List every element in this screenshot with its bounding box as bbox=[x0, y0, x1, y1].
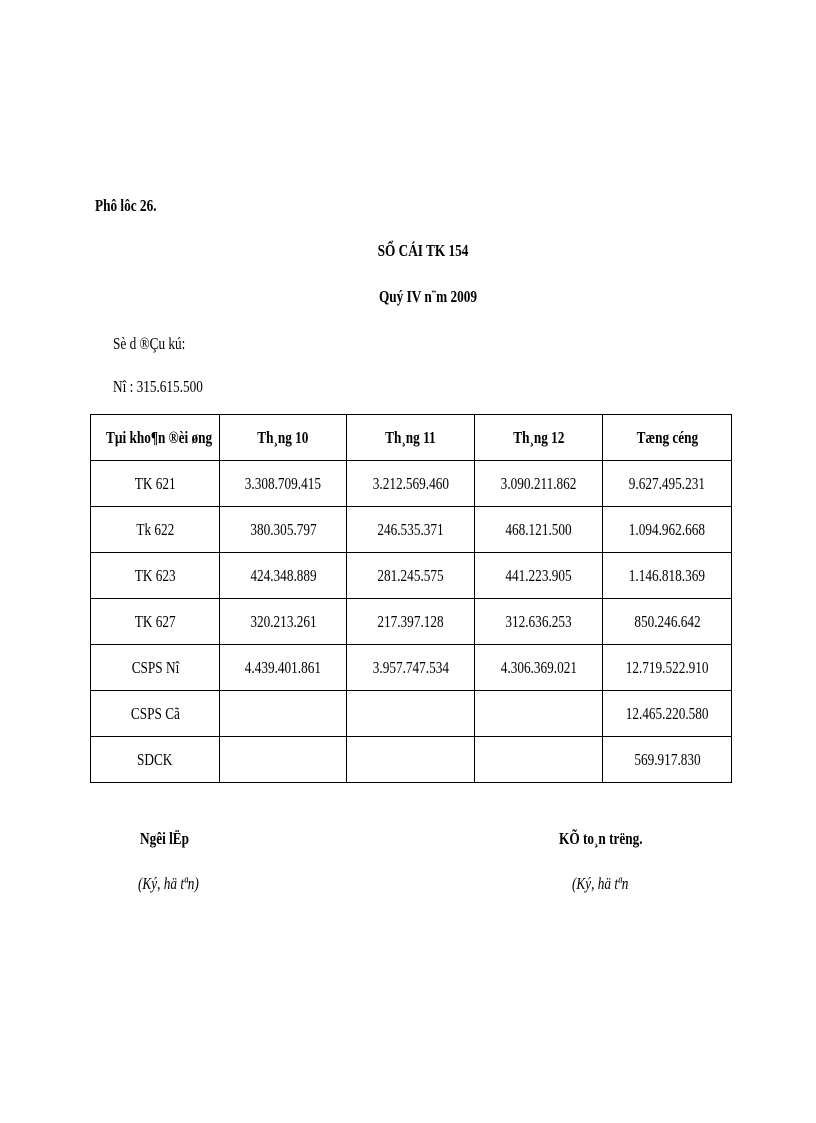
header-month-12: Th¸ng 12 bbox=[475, 415, 603, 461]
table-row bbox=[91, 737, 732, 783]
table-cell: 12.465.220.580 bbox=[603, 691, 732, 737]
header-corresponding-account: Tµi kho¶n ®èi øng bbox=[91, 415, 220, 461]
table-row bbox=[91, 553, 732, 599]
table-cell: 3.090.211.862 bbox=[475, 461, 603, 507]
table-cell: TK 621 bbox=[91, 461, 220, 507]
table-cell: 1.094.962.668 bbox=[603, 507, 732, 553]
table-cell: 246.535.371 bbox=[347, 507, 475, 553]
table-cell: CSPS Cã bbox=[91, 691, 220, 737]
table-cell: 12.719.522.910 bbox=[603, 645, 732, 691]
header-month-10: Th¸ng 10 bbox=[220, 415, 347, 461]
table-cell: 281.245.575 bbox=[347, 553, 475, 599]
ledger-title: SỔ CÁI TK 154 bbox=[377, 241, 469, 260]
table-cell bbox=[475, 691, 603, 737]
table-cell: 4.306.369.021 bbox=[475, 645, 603, 691]
ledger-table bbox=[90, 414, 732, 783]
debit-opening-balance: Nî : 315.615.500 bbox=[113, 377, 203, 396]
preparer-signature-title: Ngêi lËp bbox=[140, 829, 189, 848]
table-cell: 4.439.401.861 bbox=[220, 645, 347, 691]
appendix-label: Phô lôc 26. bbox=[95, 196, 157, 215]
chief-accountant-signature-title: KÕ to¸n trëng. bbox=[559, 829, 643, 848]
table-cell: 441.223.905 bbox=[475, 553, 603, 599]
table-cell: 312.636.253 bbox=[475, 599, 603, 645]
table-cell bbox=[220, 691, 347, 737]
table-cell: 850.246.642 bbox=[603, 599, 732, 645]
table-cell: CSPS Nî bbox=[91, 645, 220, 691]
table-row bbox=[91, 599, 732, 645]
table-cell: 468.121.500 bbox=[475, 507, 603, 553]
opening-balance-label: Sè d ®Çu kú: bbox=[113, 334, 186, 353]
table-cell: 424.348.889 bbox=[220, 553, 347, 599]
table-row bbox=[91, 691, 732, 737]
table-cell: 1.146.818.369 bbox=[603, 553, 732, 599]
table-cell: 3.212.569.460 bbox=[347, 461, 475, 507]
header-month-11: Th¸ng 11 bbox=[347, 415, 475, 461]
table-cell: SDCK bbox=[91, 737, 220, 783]
table-header-row bbox=[91, 415, 732, 461]
table-cell: 217.397.128 bbox=[347, 599, 475, 645]
header-total: Tæng céng bbox=[603, 415, 732, 461]
table-cell: Tk 622 bbox=[91, 507, 220, 553]
table-cell: TK 623 bbox=[91, 553, 220, 599]
table-cell bbox=[475, 737, 603, 783]
ledger-period: Quý IV n¨m 2009 bbox=[378, 287, 478, 306]
table-cell: 9.627.495.231 bbox=[603, 461, 732, 507]
table-cell: TK 627 bbox=[91, 599, 220, 645]
table-row bbox=[91, 645, 732, 691]
table-cell bbox=[347, 737, 475, 783]
table-cell: 569.917.830 bbox=[603, 737, 732, 783]
table-cell: 3.957.747.534 bbox=[347, 645, 475, 691]
chief-accountant-signature-note: (Ký, hä tªn bbox=[572, 874, 629, 893]
table-cell: 3.308.709.415 bbox=[220, 461, 347, 507]
table-cell bbox=[347, 691, 475, 737]
table-cell bbox=[220, 737, 347, 783]
table-row bbox=[91, 507, 732, 553]
table-cell: 320.213.261 bbox=[220, 599, 347, 645]
table-row bbox=[91, 461, 732, 507]
table-cell: 380.305.797 bbox=[220, 507, 347, 553]
preparer-signature-note: (Ký, hä tªn) bbox=[138, 874, 199, 893]
